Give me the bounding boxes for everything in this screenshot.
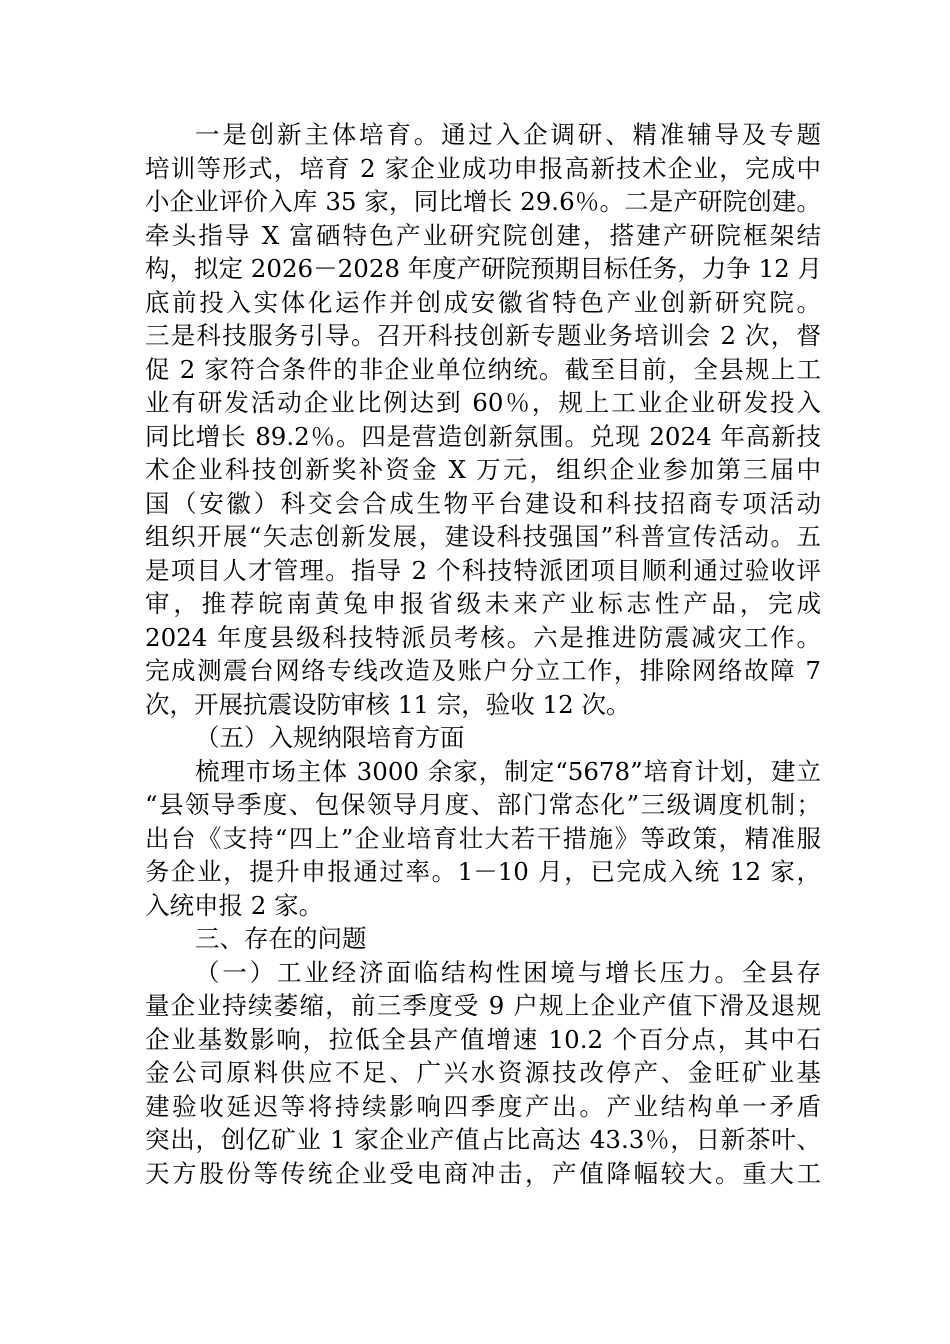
text-line: 是项目人才管理。指导 2 个科技特派团项目顺利通过验收评	[145, 555, 821, 585]
text-line: 量企业持续萎缩，前三季度受 9 户规上企业产值下滑及退规	[145, 991, 821, 1020]
text-line: 金公司原料供应不足、广兴水资源技改停产、金旺矿业基	[145, 1058, 821, 1087]
text-line: 建验收延迟等将持续影响四季度产出。产业结构单一矛盾	[145, 1091, 821, 1121]
text-line: 入统申报 2 家。	[145, 890, 324, 920]
text-line: （一）工业经济面临结构性困境与增长压力。全县存	[195, 957, 821, 987]
text-line: 三是科技服务引导。召开科技创新专题业务培训会 2 次，督	[145, 321, 821, 350]
text-line: 一是创新主体培育。通过入企调研、精准辅导及专题	[195, 120, 821, 149]
text-line: 业有研发活动企业比例达到 60％，规上工业企业研发投入	[145, 388, 821, 417]
text-line: 国（安徽）科交会合成生物平台建设和科技招商专项活动	[145, 488, 821, 518]
text-line: 审，推荐皖南黄兔申报省级未来产业标志性产品，完成	[145, 589, 821, 618]
text-line: 2024 年度县级科技特派员考核。六是推进防震减灾工作。	[145, 622, 821, 652]
section-heading: （五）入规纳限培育方面	[195, 723, 465, 752]
text-line: 底前投入实体化运作并创成安徽省特色产业创新研究院。	[145, 287, 821, 317]
text-line: 次，开展抗震设防审核 11 宗，验收 12 次。	[145, 689, 631, 719]
text-line: 牵头指导 X 富硒特色产业研究院创建，搭建产研院框架结	[145, 220, 821, 250]
text-line: “县领导季度、包保领导月度、部门常态化”三级调度机制；	[145, 790, 821, 819]
text-line: 术企业科技创新奖补资金 X 万元，组织企业参加第三届中	[145, 455, 821, 484]
text-line: 组织开展“矢志创新发展，建设科技强国”科普宣传活动。五	[145, 522, 821, 551]
text-line: 构，拟定 2026－2028 年度产研院预期目标任务，力争 12 月	[145, 254, 823, 283]
text-line: 培训等形式，培育 2 家企业成功申报高新技术企业，完成中	[145, 153, 821, 183]
text-line: 企业基数影响，拉低全县产值增速 10.2 个百分点，其中石	[145, 1024, 821, 1054]
text-line: 出台《支持“四上”企业培育壮大若干措施》等政策，精准服	[145, 823, 821, 853]
text-line: 小企业评价入库 35 家，同比增长 29.6％。二是产研院创建。	[145, 187, 821, 216]
text-line: 完成测震台网络专线改造及账户分立工作，排除网络故障 7	[145, 656, 821, 685]
text-line: 促 2 家符合条件的非企业单位纳统。截至目前，全县规上工	[145, 354, 821, 384]
text-line: 突出，创亿矿业 1 家企业产值占比高达 43.3％，日新茶叶、	[145, 1125, 821, 1154]
text-line: 梳理市场主体 3000 余家，制定“5678”培育计划，建立	[195, 756, 821, 786]
section-heading: 三、存在的问题	[195, 924, 367, 953]
text-line: 务企业，提升申报通过率。1－10 月，已完成入统 12 家，	[145, 857, 821, 886]
text-line: 天方股份等传统企业受电商冲击，产值降幅较大。重大工	[145, 1158, 821, 1188]
document-body	[145, 118, 821, 1190]
text-line: 同比增长 89.2％。四是营造创新氛围。兑现 2024 年高新技	[145, 421, 821, 451]
